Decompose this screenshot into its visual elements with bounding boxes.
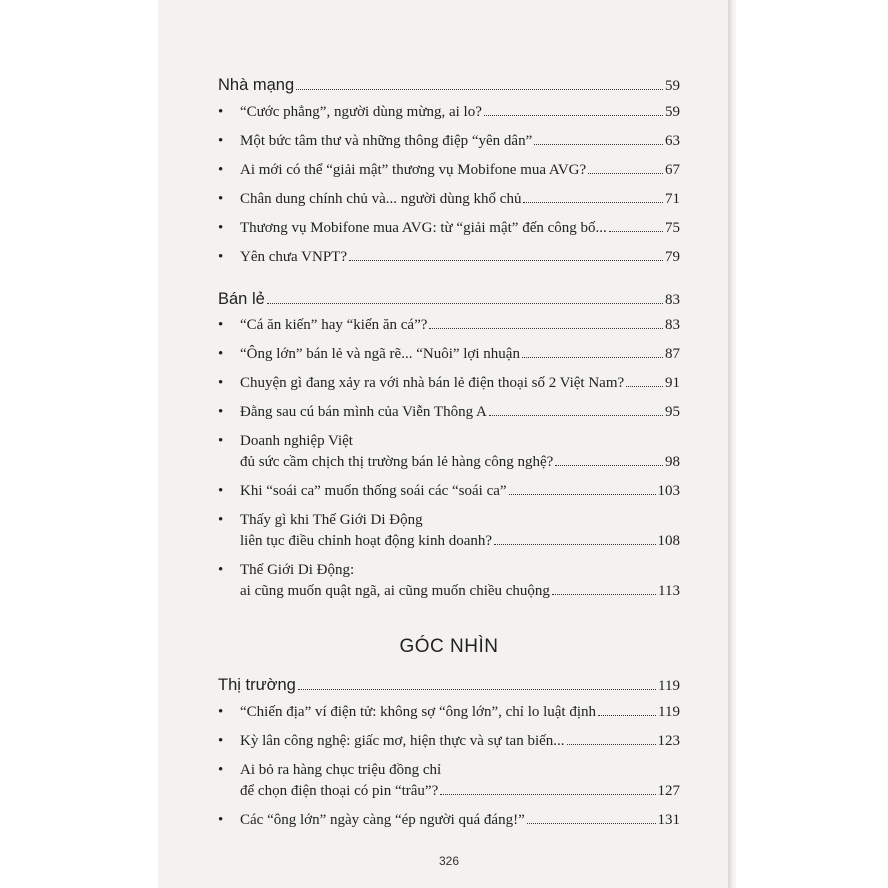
entry-title: Thương vụ Mobifone mua AVG: từ “giải mật” đến công bố... bbox=[240, 220, 607, 236]
entry-title: Kỳ lân công nghệ: giấc mơ, hiện thực và sự tan biến... bbox=[240, 733, 565, 749]
toc-heading-ban-le[interactable] bbox=[218, 290, 680, 309]
section-title: GÓC NHÌN bbox=[399, 636, 499, 657]
entry-title: Yên chưa VNPT? bbox=[240, 249, 347, 265]
bullet: • bbox=[218, 762, 224, 778]
dot-leader bbox=[484, 114, 663, 116]
entry-page: 83 bbox=[665, 317, 680, 333]
entry-page: 108 bbox=[657, 533, 680, 549]
entry-page: 71 bbox=[665, 191, 680, 207]
entry-title-line2: liên tục điều chỉnh hoạt động kinh doanh? bbox=[240, 533, 493, 549]
bullet: • bbox=[218, 812, 224, 828]
entry-title-line1: Thế Giới Di Động: bbox=[240, 562, 355, 578]
entry-page: 113 bbox=[658, 583, 680, 599]
entry-title-line1: Ai bỏ ra hàng chục triệu đồng chỉ bbox=[240, 762, 442, 778]
dot-leader bbox=[588, 172, 663, 174]
heading-page: 119 bbox=[658, 678, 680, 694]
dot-leader bbox=[494, 543, 655, 545]
dot-leader bbox=[267, 302, 663, 304]
heading-page: 83 bbox=[665, 292, 680, 308]
entry-page: 95 bbox=[665, 404, 680, 420]
entry-page: 103 bbox=[657, 483, 680, 499]
entry-title: “Ông lớn” bán lẻ và ngã rẽ... “Nuôi” lợi nhuận bbox=[240, 346, 520, 362]
bullet: • bbox=[218, 346, 224, 362]
bullet: • bbox=[218, 562, 224, 578]
dot-leader bbox=[598, 714, 656, 716]
dot-leader bbox=[522, 356, 663, 358]
heading-text: Thị trường bbox=[218, 676, 296, 694]
heading-text: Nhà mạng bbox=[218, 76, 295, 94]
entry-title: Chân dung chính chủ và... người dùng khổ chủ bbox=[240, 191, 522, 207]
entry-page: 75 bbox=[665, 220, 680, 236]
entry-page: 127 bbox=[657, 783, 680, 799]
entry-title: “Cá ăn kiến” hay “kiến ăn cá”? bbox=[240, 317, 428, 333]
bullet: • bbox=[218, 317, 224, 333]
entry-title: Một bức tâm thư và những thông điệp “yên dân” bbox=[240, 133, 533, 149]
bullet: • bbox=[218, 191, 224, 207]
entry-page: 91 bbox=[665, 375, 680, 391]
entry-title: Đằng sau cú bán mình của Viễn Thông A bbox=[240, 404, 487, 420]
entry-page: 98 bbox=[665, 454, 680, 470]
dot-leader bbox=[509, 493, 656, 495]
bullet: • bbox=[218, 162, 224, 178]
dot-leader bbox=[527, 822, 656, 824]
entry-page: 79 bbox=[665, 249, 680, 265]
entry-page: 123 bbox=[657, 733, 680, 749]
dot-leader bbox=[555, 464, 663, 466]
bullet: • bbox=[218, 104, 224, 120]
entry-page: 87 bbox=[665, 346, 680, 362]
bullet: • bbox=[218, 220, 224, 236]
bullet: • bbox=[218, 375, 224, 391]
dot-leader bbox=[609, 230, 663, 232]
entry-title-line2: đủ sức cầm chịch thị trường bán lẻ hàng công nghệ? bbox=[240, 454, 554, 470]
toc-heading-thi-truong[interactable] bbox=[218, 676, 680, 695]
page-number: 326 bbox=[438, 854, 460, 868]
entry-title: Ai mới có thể “giải mật” thương vụ Mobifone mua AVG? bbox=[240, 162, 587, 178]
dot-leader bbox=[567, 743, 656, 745]
heading-text: Bán lẻ bbox=[218, 290, 265, 308]
bullet: • bbox=[218, 733, 224, 749]
dot-leader bbox=[440, 793, 655, 795]
entry-title-line1: Thấy gì khi Thế Giới Di Động bbox=[240, 512, 423, 528]
entry-title: Chuyện gì đang xảy ra với nhà bán lẻ điện thoại số 2 Việt Nam? bbox=[240, 375, 625, 391]
entry-title: “Chiến địa” ví điện tử: không sợ “ông lớn”, chỉ lo luật định bbox=[240, 704, 597, 720]
entry-title: Khi “soái ca” muốn thống soái các “soái ca” bbox=[240, 483, 507, 499]
entry-page: 67 bbox=[665, 162, 680, 178]
entry-page: 63 bbox=[665, 133, 680, 149]
bullet: • bbox=[218, 704, 224, 720]
entry-page: 119 bbox=[658, 704, 680, 720]
entry-page: 131 bbox=[657, 812, 680, 828]
bullet: • bbox=[218, 483, 224, 499]
dot-leader bbox=[489, 414, 663, 416]
entry-title: “Cước phẳng”, người dùng mừng, ai lo? bbox=[240, 104, 482, 120]
dot-leader bbox=[626, 385, 663, 387]
page-edge bbox=[728, 0, 734, 888]
dot-leader bbox=[429, 327, 663, 329]
entry-page: 59 bbox=[665, 104, 680, 120]
bullet: • bbox=[218, 512, 224, 528]
entry-title: Các “ông lớn” ngày càng “ép người quá đáng!” bbox=[240, 812, 525, 828]
dot-leader bbox=[349, 259, 663, 261]
entry-title-line2: ai cũng muốn quật ngã, ai cũng muốn chiều chuộng bbox=[240, 583, 550, 599]
dot-leader bbox=[298, 688, 656, 690]
bullet: • bbox=[218, 133, 224, 149]
dot-leader bbox=[523, 201, 663, 203]
heading-page: 59 bbox=[665, 78, 680, 94]
bullet: • bbox=[218, 433, 224, 449]
bullet: • bbox=[218, 249, 224, 265]
toc-heading-nha-mang[interactable] bbox=[218, 76, 680, 95]
bullet: • bbox=[218, 404, 224, 420]
dot-leader bbox=[534, 143, 663, 145]
entry-title-line2: để chọn điện thoại có pin “trâu”? bbox=[240, 783, 439, 799]
dot-leader bbox=[552, 593, 656, 595]
dot-leader bbox=[296, 88, 663, 90]
entry-title-line1: Doanh nghiệp Việt bbox=[240, 433, 353, 449]
